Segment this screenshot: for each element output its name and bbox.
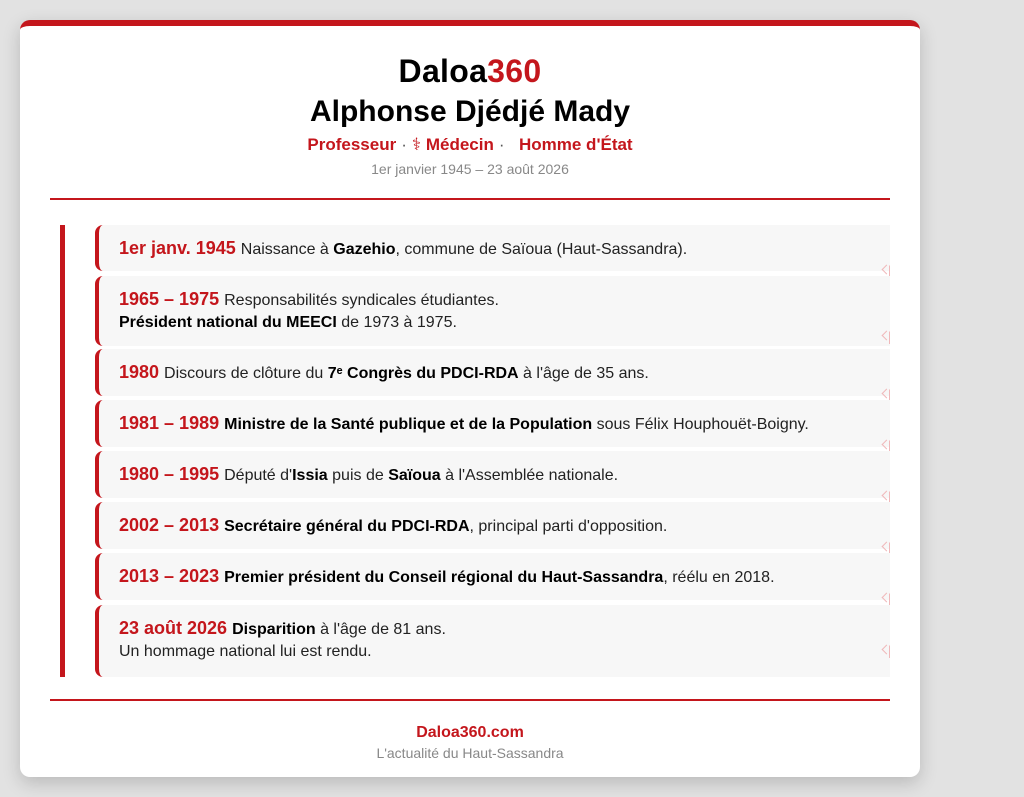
event-text: à l'Assemblée nationale. (440, 467, 619, 484)
event-text: Responsabilités syndicales étudiantes. (224, 292, 499, 309)
event-text: puis de (327, 467, 389, 484)
header (20, 26, 920, 178)
event-date: 1981 – 1989 (119, 413, 220, 433)
timeline-line (60, 225, 65, 677)
event-date: 2002 – 2013 (119, 515, 220, 535)
timeline-event-congres (95, 349, 890, 396)
divider-top (50, 198, 890, 200)
site-logo (20, 52, 920, 90)
event-date: 23 août 2026 (119, 618, 228, 638)
event-text: , réélu en 2018. (663, 569, 775, 586)
event-date: 1965 – 1975 (119, 289, 220, 309)
role-professeur: Professeur (307, 135, 397, 154)
event-text: , commune de Saïoua (Haut-Sassandra). (395, 241, 688, 258)
event-highlight: Secrétaire général du PDCI-RDA (224, 518, 470, 535)
logo-part-daloa: Daloa (398, 53, 488, 89)
event-text: Naissance à (240, 241, 334, 258)
event-text: sous Félix Houphouët-Boigny. (592, 416, 809, 433)
separator: · (401, 135, 407, 154)
notch-decoration (884, 331, 890, 344)
event-highlight: Issia (292, 467, 328, 484)
timeline-event-depute (95, 451, 890, 498)
life-dates: 1er janvier 1945 – 23 août 2026 (371, 161, 569, 177)
logo-part-360: 360 (487, 53, 542, 89)
separator: · (498, 135, 505, 154)
timeline-event-birth (95, 225, 890, 271)
footer-tagline: L'actualité du Haut-Sassandra (376, 745, 564, 761)
event-date: 1er janv. 1945 (119, 238, 236, 258)
event-highlight: Président national du MEECI (119, 314, 337, 331)
notch-decoration (884, 645, 890, 658)
caduceus-icon: ⚕ (411, 135, 422, 154)
event-text: à l'âge de 81 ans. (315, 621, 446, 638)
event-text: Un hommage national lui est rendu. (119, 643, 372, 660)
timeline-event-ministre (95, 400, 890, 447)
timeline-event-conseil (95, 553, 890, 600)
event-highlight: Saïoua (388, 467, 441, 484)
event-highlight: Ministre de la Santé publique et de la Population (224, 416, 593, 433)
role-medecin: Médecin (425, 135, 494, 154)
event-highlight: Premier président du Conseil régional du Haut-Sassandra (224, 569, 664, 586)
event-text: Député d' (224, 467, 293, 484)
event-text: , principal parti d'opposition. (469, 518, 668, 535)
timeline-event-disparition (95, 605, 890, 677)
event-highlight: 7ᵉ Congrès du PDCI-RDA (327, 365, 519, 382)
event-text: à l'âge de 35 ans. (518, 365, 649, 382)
event-text: de 1973 à 1975. (336, 314, 457, 331)
event-date: 2013 – 2023 (119, 566, 220, 586)
event-date: 1980 (119, 362, 160, 382)
tribute-card (20, 20, 920, 777)
person-name: Alphonse Djédjé Mady (309, 95, 631, 128)
divider-bottom (50, 699, 890, 701)
roles-line (20, 134, 920, 156)
timeline (60, 225, 890, 677)
timeline-event-syndical (95, 276, 890, 346)
event-text: Discours de clôture du (164, 365, 328, 382)
event-highlight: Gazehio (333, 241, 396, 258)
event-highlight: Disparition (232, 621, 316, 638)
footer (20, 723, 920, 762)
footer-site-link[interactable]: Daloa360.com (416, 724, 524, 741)
role-homme-etat: Homme d'État (518, 135, 633, 154)
timeline-event-secretaire (95, 502, 890, 549)
event-date: 1980 – 1995 (119, 464, 220, 484)
